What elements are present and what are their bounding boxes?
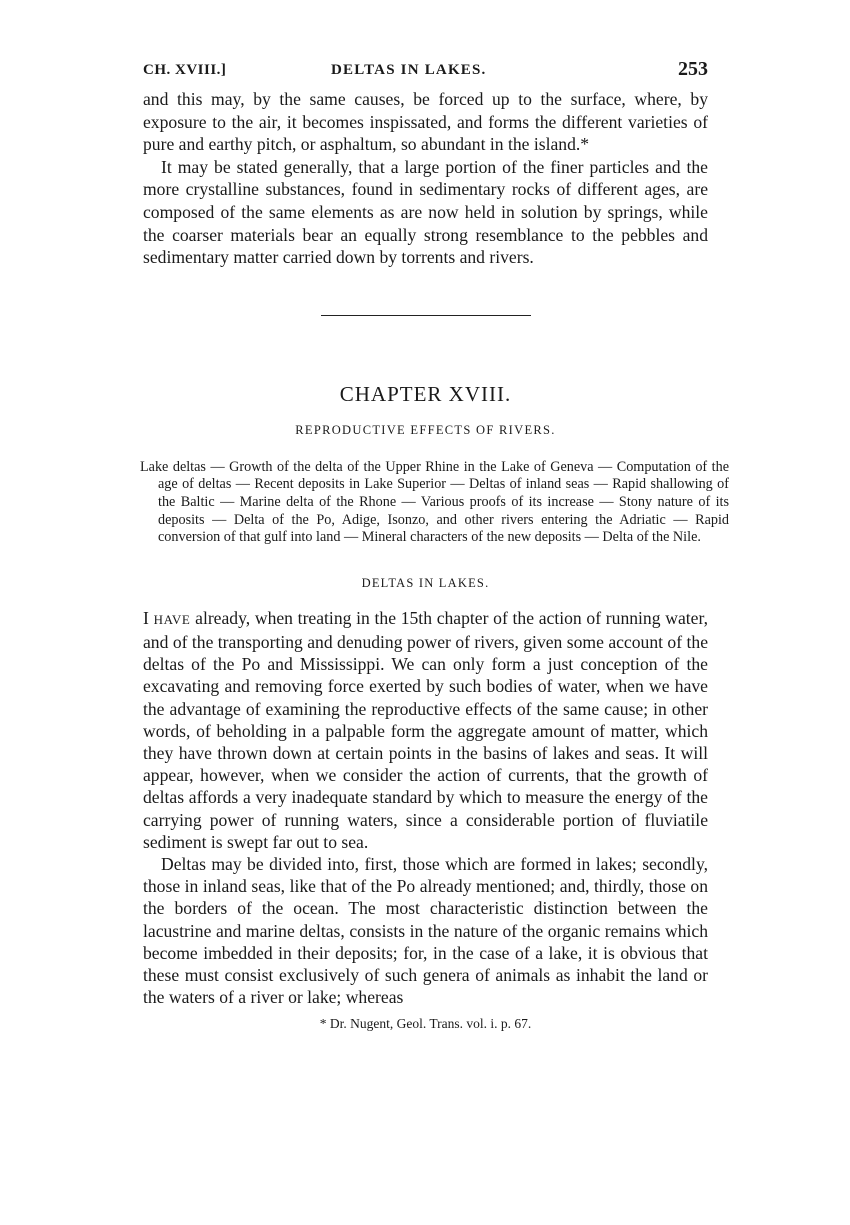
paragraph-sedimentary: It may be stated generally, that a large portion of the finer particles and the more crystalline substances, found in sedimentary rocks of different ages, are composed of the same elements as are now held in solution by springs, while the coarser materials bear an equally strong resemblance to the pebbles and sedimentary matter carried down by torrents and rivers. [143, 156, 708, 268]
section-paragraph-2: Deltas may be divided into, first, those which are formed in lakes; secondly, those in inland seas, like that of the Po already mentioned; and, thirdly, those on the borders of the ocean. The most characteristic distinction between the lacustrine and marine deltas, consists in the nature of the organic remains which become imbedded in their deposits; for, in the case of a lake, it is obvious that these must consist exclusively of such genera of animals as inhabit the land or the waters of a river or lake; whereas [143, 853, 708, 1008]
running-head-title: DELTAS IN LAKES. [331, 62, 487, 78]
section-paragraph-1 [143, 607, 708, 853]
footnote: * Dr. Nugent, Geol. Trans. vol. i. p. 67. [319, 1016, 532, 1032]
opening-smallcaps: HAVE [153, 611, 191, 627]
running-head-chapter: CH. XVIII.] [143, 62, 227, 78]
opening-word: I [143, 607, 149, 628]
chapter-subtitle: REPRODUCTIVE EFFECTS OF RIVERS. [295, 422, 556, 437]
paragraph-continued: and this may, by the same causes, be forced up to the surface, where, by exposure to the air, it becomes inspissated, and forms the different varieties of pure and earthy pitch, or asphaltum, so abundant in the island.* [143, 89, 708, 155]
paragraph-1-text: already, when treating in the 15th chapter of the action of running water, and of the transporting and denuding power of rivers, given some account of the deltas of the Po and Mississippi. We can only form a just conception of the excavating and removing force exerted by such bodies of water, when we have the advantage of examining the reproductive effects of the same cause; in other words, of beholding in a palpable form the aggregate amount of matter, which they have thrown down at certain points in the basins of lakes and seas. It will appear, however, when we consider the action of currents, that the growth of deltas affords a very inadequate standard by which to measure the energy of the carrying power of running waters, since a considerable portion of fluviatile sediment is swept far out to sea. [143, 607, 709, 852]
book-page [140, 58, 729, 1046]
page-number: 253 [678, 58, 708, 80]
section-title: DELTAS IN LAKES. [361, 575, 490, 590]
chapter-synopsis: Lake deltas — Growth of the delta of the Upper Rhine in the Lake of Geneva — Computation of the age of deltas — Recent deposits in Lake Superior — Deltas of inland seas — Rapid shallowing of the Baltic — Marine delta of the Rhone — Various proofs of its increase — Stony nature of its deposits — Delta of the Po, Adige, Isonzo, and other rivers entering the Adriatic — Rapid conversion of that gulf into land — Mineral characters of the new deposits — Delta of the Nile. [140, 458, 729, 546]
chapter-title: CHAPTER XVIII. [339, 381, 512, 406]
section-divider-rule [321, 315, 531, 316]
running-head [143, 58, 708, 88]
